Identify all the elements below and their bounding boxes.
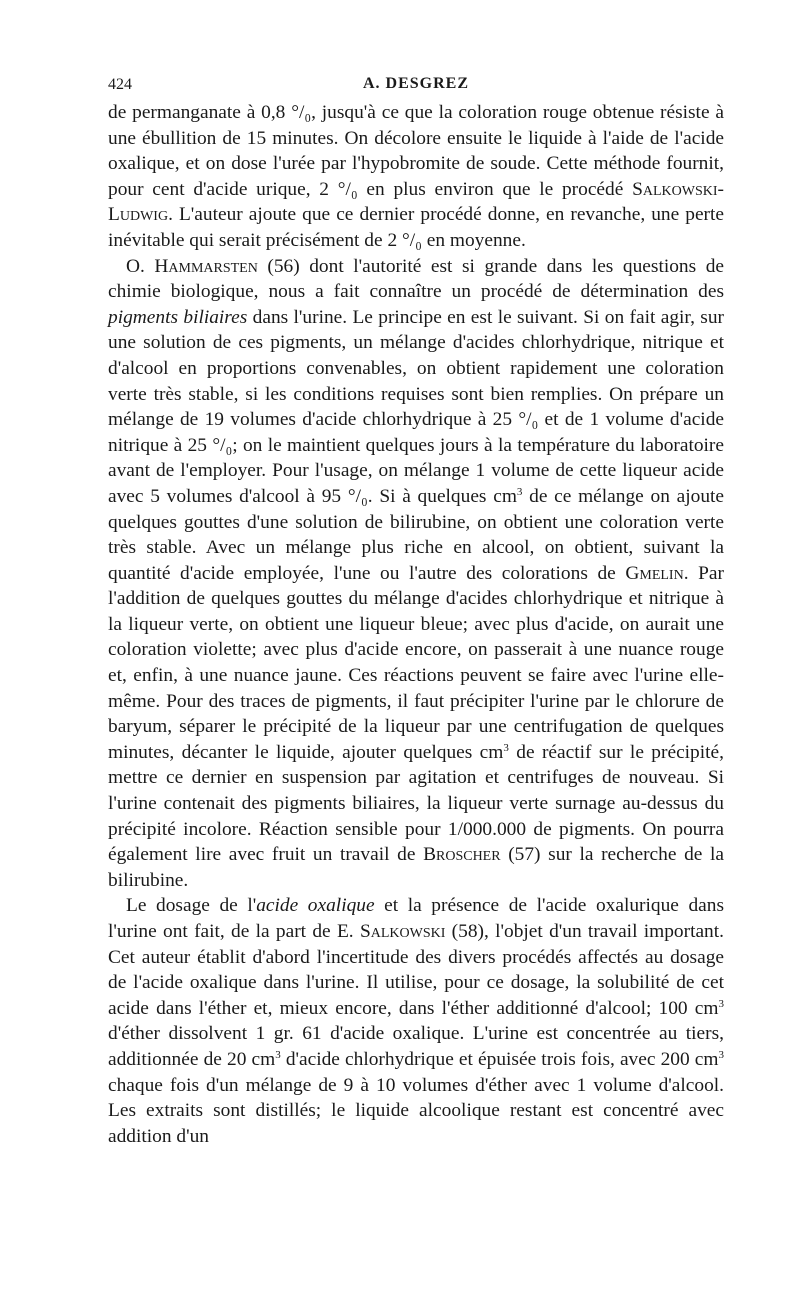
text-run: d'éther dissolvent 1 gr. 61 d'acide oxalique. L'urine est concentrée au tiers, additionnée de 20 cm — [108, 1023, 724, 1070]
author-name: Hammarsten — [154, 255, 258, 277]
superscript: 3 — [516, 485, 523, 498]
text-run: chaque fois d'un mélange de 9 à 10 volumes d'éther avec 1 volume d'alcool. Les extraits sont distillés; le liquide alcoolique restant est concentré avec addition d'un — [108, 1074, 724, 1147]
paragraph — [108, 100, 724, 254]
text-run: (58), l'objet d'un travail important. Cet auteur établit d'abord l'incertitude des divers procédés affectés au dosage de l'acide oxalique dans l'urine. Il utilise, pour ce dosage, la solubilité de cet acide dans l'éther et, mieux encore, dans l'éther additionné d'alcool; 100 cm — [108, 921, 724, 1019]
page — [108, 70, 724, 1149]
text-run: et la présence de l'acide oxalurique dans l'urine ont fait, de la part de E. — [108, 895, 724, 942]
superscript: 3 — [718, 1048, 724, 1061]
body-text — [108, 100, 724, 1149]
paragraph — [108, 254, 724, 894]
page-number: 424 — [108, 76, 132, 93]
italic-term: acide oxalique — [256, 895, 375, 917]
page-header — [108, 70, 724, 100]
text-run: . L'auteur ajoute que ce dernier procédé donne, en revanche, une perte inévitable qui serait précisément de 2 °/₀ en moyenne. — [108, 204, 724, 251]
text-run: de réactif sur le précipité, mettre ce dernier en suspension par agitation et centrifuges de nouveau. Si l'urine contenait des pigments biliaires, la liqueur verte surnage au-dessus du précipité incolore. Réaction sensible pour 1/000.000 de pigments. On pourra également lire avec fruit un travail de — [108, 741, 724, 866]
author-name: Salkowski — [359, 921, 446, 942]
running-title: A. DESGREZ — [362, 75, 470, 92]
text-run: de permanganate à 0,8 °/₀, jusqu'à ce que la coloration rouge obtenue résiste à une ébullition de 15 minutes. On décolore ensuite le liquide à l'aide de l'acide oxalique, et on dose l'urée par l'hypobromite de soude. Cette méthode fournit, pour cent d'acide urique, 2 °/₀ en plus environ que le procédé — [108, 102, 724, 200]
text-run: O. — [126, 255, 155, 277]
italic-term: pigments biliaires — [108, 306, 248, 328]
author-name: Broscher — [423, 844, 501, 866]
superscript: 3 — [275, 1048, 281, 1061]
author-name: Gmelin — [625, 562, 684, 584]
author-name: Salkowski-Ludwig — [108, 178, 724, 226]
paragraph — [108, 893, 724, 1149]
text-run: (57) sur la recherche de la bilirubine. — [108, 844, 724, 891]
text-run: dans l'urine. Le principe en est le suivant. Si on fait agir, sur une solution de ces pigments, un mélange d'acides chlorhydrique, nitrique et d'alcool en proportions convenables, on obtient rapidement une coloration verte très stable, si les conditions requises sont bien remplies. On prépare un mélange de 19 volumes d'acide chlorhydrique à 25 °/₀ et de 1 volume d'acide nitrique à 25 °/₀; on le maintient quelques jours à la température du laboratoire avant de l'employer. Pour l'usage, on mélange 1 volume de cette liqueur acide avec 5 volumes d'alcool à 95 °/₀. Si à quelques cm — [108, 306, 724, 507]
superscript: 3 — [503, 741, 509, 754]
text-run: Le dosage de l' — [126, 895, 257, 917]
text-run: . Par l'addition de quelques gouttes du mélange d'acides chlorhydrique et nitrique à la liqueur verte, on obtient une liqueur bleue; avec plus d'acide, on aurait une coloration violette; avec plus d'acide encore, on passerait à une nuance rouge et, enfin, à une nuance jaune. Ces réactions peuvent se faire avec l'urine elle-même. Pour des traces de pigments, il faut précipiter l'urine par le chlorure de baryum, séparer le précipité de la liqueur par une centrifugation de quelques minutes, décanter le liquide, ajouter quelques cm — [108, 562, 724, 763]
text-run: (56) dont l'autorité est si grande dans les questions de chimie biologique, nous a fait connaître un procédé de détermination des — [108, 255, 724, 303]
text-run: de ce mélange on ajoute quelques gouttes d'une solution de bilirubine, on obtient une coloration verte très stable. Avec un mélange plus riche en alcool, on obtient, suivant la quantité d'acide employée, l'une ou l'autre des colorations de — [108, 485, 725, 584]
text-run: d'acide chlorhydrique et épuisée trois fois, avec 200 cm — [280, 1048, 719, 1070]
superscript: 3 — [718, 997, 724, 1010]
